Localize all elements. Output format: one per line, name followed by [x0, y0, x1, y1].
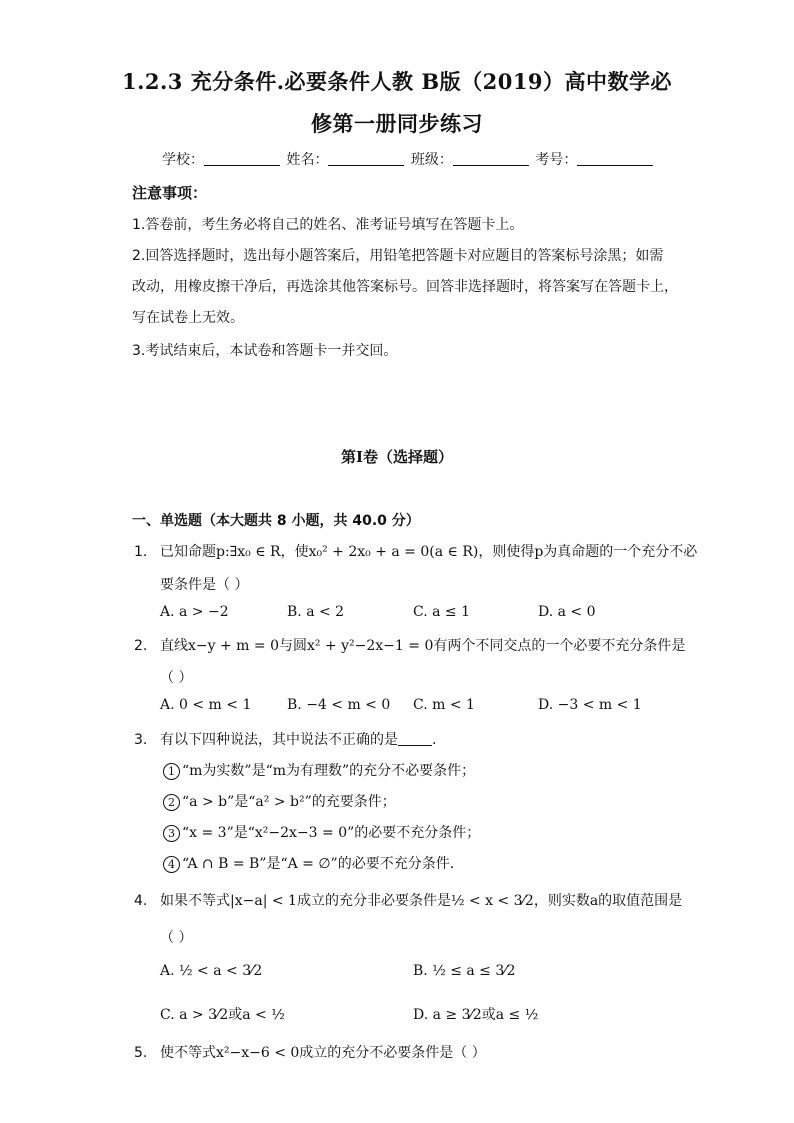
- notice-title: 注意事项：: [132, 184, 208, 202]
- class-label: 班级：: [410, 152, 453, 168]
- q3-item-3-mark: 3: [163, 825, 180, 842]
- q3-stem-end: .: [432, 732, 437, 748]
- exam-no-label: 考号：: [535, 152, 578, 168]
- section-title: 第I卷（选择题）: [340, 448, 454, 466]
- q1-stem-line2: 要条件是（ ）: [160, 577, 249, 593]
- q1-option-d[interactable]: D. a < 0: [538, 604, 596, 620]
- q1-stem-line1: 已知命题p:∃x₀ ∈ R，使x₀² + 2x₀ + a = 0(a ∈ R)，则使得p为真命题的一个充分不必: [160, 544, 698, 560]
- class-blank[interactable]: [453, 153, 529, 166]
- q1-option-c[interactable]: C. a ≤ 1: [413, 604, 470, 620]
- name-blank[interactable]: [328, 153, 404, 166]
- q4-number: 4.: [134, 893, 148, 909]
- notice-item-2b: 改动，用橡皮擦干净后，再选涂其他答案标号。回答非选择题时，将答案写在答题卡上，: [132, 279, 678, 295]
- q4-stem-line2: （ ）: [160, 930, 193, 946]
- q3-item-3-text: “x = 3”是“x²−2x−3 = 0”的必要不充分条件；: [182, 825, 481, 841]
- q2-option-c[interactable]: C. m < 1: [413, 697, 475, 713]
- exam-no-blank[interactable]: [577, 153, 653, 166]
- q5-stem-line1: 使不等式x²−x−6 < 0成立的充分不必要条件是（ ）: [160, 1045, 486, 1061]
- school-blank[interactable]: [204, 153, 280, 166]
- q4-option-c[interactable]: C. a > 3⁄2或a < ½: [160, 1007, 285, 1023]
- notice-item-2c: 写在试卷上无效。: [132, 310, 244, 326]
- notice-item-3: 3.考试结束后，本试卷和答题卡一并交回。: [132, 343, 398, 359]
- title-line-1: 1.2.3 充分条件.必要条件人教 B版（2019）高中数学必: [121, 69, 673, 94]
- q3-answer-blank[interactable]: [398, 733, 432, 746]
- q3-item-4: [163, 853, 464, 873]
- q1-option-b[interactable]: B. a < 2: [287, 604, 345, 620]
- q3-item-1: [163, 760, 475, 780]
- q3-stem-text: 有以下四种说法，其中说法不正确的是: [160, 732, 398, 748]
- q4-stem-line1: 如果不等式|x−a| < 1成立的充分非必要条件是½ < x < 3⁄2，则实数a的取值范围是: [160, 893, 683, 909]
- name-label: 姓名：: [286, 152, 329, 168]
- q1-number: 1.: [134, 544, 148, 560]
- q3-stem: [160, 729, 436, 749]
- q2-option-d[interactable]: D. −3 < m < 1: [538, 697, 642, 713]
- q3-item-4-text: “A ∩ B = B”是“A = ∅”的必要不充分条件．: [182, 856, 464, 872]
- q4-option-d[interactable]: D. a ≥ 3⁄2或a ≤ ½: [413, 1007, 539, 1023]
- q3-number: 3.: [134, 732, 148, 748]
- school-label: 学校：: [162, 152, 204, 168]
- notice-item-2a: 2.回答选择题时，选出每小题答案后，用铅笔把答题卡对应题目的答案标号涂黑；如需: [132, 248, 664, 264]
- q4-option-b[interactable]: B. ½ ≤ a ≤ 3⁄2: [413, 963, 516, 979]
- student-info-row: [162, 149, 655, 169]
- q3-item-1-mark: 1: [163, 763, 180, 780]
- q5-number: 5.: [134, 1045, 148, 1061]
- q3-item-2-text: “a > b”是“a² > b²”的充要条件；: [182, 794, 396, 810]
- q3-item-1-text: “m为实数”是“m为有理数”的充分不必要条件；: [182, 763, 476, 779]
- q3-item-2-mark: 2: [163, 794, 180, 811]
- notice-item-1: 1.答卷前，考生务必将自己的姓名、准考证号填写在答题卡上。: [132, 217, 524, 233]
- q2-number: 2.: [134, 638, 148, 654]
- q4-option-a[interactable]: A. ½ < a < 3⁄2: [160, 963, 263, 979]
- q2-stem-line2: （ ）: [160, 670, 193, 686]
- q3-item-3: [163, 822, 480, 842]
- q3-item-4-mark: 4: [163, 856, 180, 873]
- part1-title: 一、单选题（本大题共 8 小题，共 40.0 分）: [132, 513, 420, 529]
- q3-item-2: [163, 791, 396, 811]
- q2-stem-line1: 直线x−y + m = 0与圆x² + y²−2x−1 = 0有两个不同交点的一个必要不充分条件是: [160, 638, 686, 654]
- q2-option-b[interactable]: B. −4 < m < 0: [287, 697, 391, 713]
- q1-option-a[interactable]: A. a > −2: [160, 604, 229, 620]
- q2-option-a[interactable]: A. 0 < m < 1: [160, 697, 252, 713]
- title-line-2: 修第一册同步练习: [311, 111, 483, 136]
